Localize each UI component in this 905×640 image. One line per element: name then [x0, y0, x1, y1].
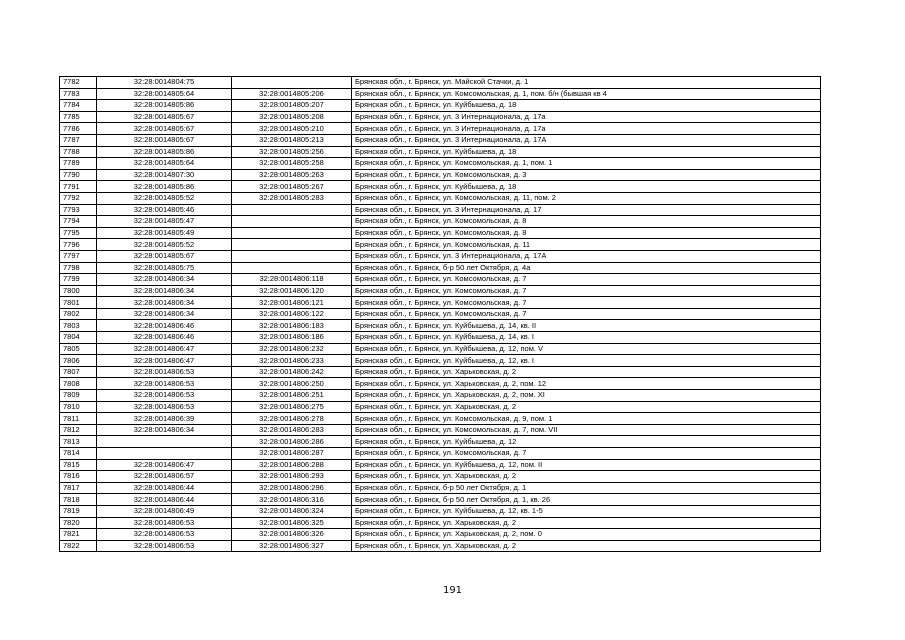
address-cell: Брянская обл., г. Брянск, ул. Харьковская, д. 2: [352, 401, 821, 413]
address-cell: Брянская обл., г. Брянск, б-р 50 лет Октября, д. 1, кв. 26: [352, 494, 821, 506]
table-row: [60, 285, 821, 297]
parcel-cadastral-number-cell: 32:28:0014806:47: [97, 355, 232, 367]
building-cadastral-number-cell: 32:28:0014806:120: [232, 285, 352, 297]
table-row: [60, 332, 821, 344]
address-cell: Брянская обл., г. Брянск, ул. Комсомольская, д. 7: [352, 448, 821, 460]
parcel-cadastral-number-cell: 32:28:0014806:34: [97, 285, 232, 297]
row-number-cell: 7818: [60, 494, 97, 506]
address-cell: Брянская обл., г. Брянск, б-р 50 лет Октября, д. 4а: [352, 262, 821, 274]
building-cadastral-number-cell: 32:28:0014806:324: [232, 505, 352, 517]
building-cadastral-number-cell: 32:28:0014805:206: [232, 88, 352, 100]
parcel-cadastral-number-cell: 32:28:0014806:49: [97, 505, 232, 517]
row-number-cell: 7787: [60, 134, 97, 146]
row-number-cell: 7788: [60, 146, 97, 158]
row-number-cell: 7813: [60, 436, 97, 448]
address-cell: Брянская обл., г. Брянск, ул. Комсомольская, д. 11, пом. 2: [352, 192, 821, 204]
parcel-cadastral-number-cell: 32:28:0014806:34: [97, 308, 232, 320]
row-number-cell: 7820: [60, 517, 97, 529]
parcel-cadastral-number-cell: 32:28:0014806:57: [97, 471, 232, 483]
row-number-cell: 7809: [60, 390, 97, 402]
address-cell: Брянская обл., г. Брянск, ул. Комсомольская, д. 7: [352, 274, 821, 286]
parcel-cadastral-number-cell: 32:28:0014806:47: [97, 459, 232, 471]
table-row: [60, 250, 821, 262]
address-cell: Брянская обл., г. Брянск, ул. 3 Интернационала, д. 17А: [352, 134, 821, 146]
table-row: [60, 471, 821, 483]
address-cell: Брянская обл., г. Брянск, ул. Комсомольская, д. 7: [352, 297, 821, 309]
parcel-cadastral-number-cell: 32:28:0014805:47: [97, 216, 232, 228]
table-row: [60, 88, 821, 100]
row-number-cell: 7817: [60, 482, 97, 494]
address-cell: Брянская обл., г. Брянск, ул. Комсомольская, д. 11: [352, 239, 821, 251]
row-number-cell: 7789: [60, 158, 97, 170]
row-number-cell: 7802: [60, 308, 97, 320]
parcel-cadastral-number-cell: 32:28:0014806:53: [97, 366, 232, 378]
row-number-cell: 7814: [60, 448, 97, 460]
parcel-cadastral-number-cell: 32:28:0014806:34: [97, 274, 232, 286]
address-cell: Брянская обл., г. Брянск, ул. Комсомольская, д. 7, пом. VII: [352, 424, 821, 436]
parcel-cadastral-number-cell: 32:28:0014806:34: [97, 297, 232, 309]
row-number-cell: 7815: [60, 459, 97, 471]
table-row: [60, 239, 821, 251]
table-row: [60, 181, 821, 193]
parcel-cadastral-number-cell: 32:28:0014806:44: [97, 482, 232, 494]
row-number-cell: 7783: [60, 88, 97, 100]
building-cadastral-number-cell: 32:28:0014806:283: [232, 424, 352, 436]
page-number: 191: [442, 585, 463, 596]
table-row: [60, 482, 821, 494]
row-number-cell: 7800: [60, 285, 97, 297]
parcel-cadastral-number-cell: 32:28:0014806:53: [97, 517, 232, 529]
address-cell: Брянская обл., г. Брянск, ул. Комсомольская, д. 1, пом. 1: [352, 158, 821, 170]
parcel-cadastral-number-cell: 32:28:0014805:64: [97, 88, 232, 100]
building-cadastral-number-cell: 32:28:0014806:293: [232, 471, 352, 483]
table-row: [60, 505, 821, 517]
parcel-cadastral-number-cell: 32:28:0014806:46: [97, 320, 232, 332]
parcel-cadastral-number-cell: 32:28:0014806:53: [97, 540, 232, 552]
building-cadastral-number-cell: 32:28:0014806:233: [232, 355, 352, 367]
address-cell: Брянская обл., г. Брянск, ул. 3 Интернационала, д. 17А: [352, 250, 821, 262]
building-cadastral-number-cell: 32:28:0014805:283: [232, 192, 352, 204]
building-cadastral-number-cell: 32:28:0014806:296: [232, 482, 352, 494]
parcel-cadastral-number-cell: 32:28:0014806:53: [97, 378, 232, 390]
address-cell: Брянская обл., г. Брянск, ул. 3 Интернационала, д. 17: [352, 204, 821, 216]
building-cadastral-number-cell: 32:28:0014806:316: [232, 494, 352, 506]
parcel-cadastral-number-cell: 32:28:0014805:49: [97, 227, 232, 239]
building-cadastral-number-cell: 32:28:0014806:183: [232, 320, 352, 332]
address-cell: Брянская обл., г. Брянск, ул. Харьковская, д. 2, пом. 0: [352, 529, 821, 541]
building-cadastral-number-cell: 32:28:0014806:287: [232, 448, 352, 460]
address-cell: Брянская обл., г. Брянск, ул. Куйбышева, д. 12: [352, 436, 821, 448]
row-number-cell: 7805: [60, 343, 97, 355]
table-row: [60, 262, 821, 274]
parcel-cadastral-number-cell: 32:28:0014805:86: [97, 100, 232, 112]
row-number-cell: 7821: [60, 529, 97, 541]
building-cadastral-number-cell: 32:28:0014805:258: [232, 158, 352, 170]
table-row: [60, 448, 821, 460]
building-cadastral-number-cell: 32:28:0014805:213: [232, 134, 352, 146]
parcel-cadastral-number-cell: 32:28:0014806:53: [97, 401, 232, 413]
parcel-cadastral-number-cell: 32:28:0014806:34: [97, 424, 232, 436]
table-row: [60, 274, 821, 286]
table-row: [60, 517, 821, 529]
table-row: [60, 111, 821, 123]
building-cadastral-number-cell: [232, 77, 352, 89]
row-number-cell: 7822: [60, 540, 97, 552]
address-cell: Брянская обл., г. Брянск, ул. Куйбышева, д. 14, кв. II: [352, 320, 821, 332]
address-cell: Брянская обл., г. Брянск, ул. Комсомольская, д. 7: [352, 308, 821, 320]
address-cell: Брянская обл., г. Брянск, ул. Комсомольская, д. 7: [352, 285, 821, 297]
row-number-cell: 7796: [60, 239, 97, 251]
building-cadastral-number-cell: 32:28:0014806:121: [232, 297, 352, 309]
row-number-cell: 7795: [60, 227, 97, 239]
building-cadastral-number-cell: 32:28:0014806:278: [232, 413, 352, 425]
building-cadastral-number-cell: [232, 239, 352, 251]
row-number-cell: 7797: [60, 250, 97, 262]
address-cell: Брянская обл., г. Брянск, ул. Майской Стачки, д. 1: [352, 77, 821, 89]
row-number-cell: 7801: [60, 297, 97, 309]
row-number-cell: 7808: [60, 378, 97, 390]
table-row: [60, 378, 821, 390]
parcel-cadastral-number-cell: 32:28:0014806:44: [97, 494, 232, 506]
building-cadastral-number-cell: 32:28:0014806:186: [232, 332, 352, 344]
row-number-cell: 7784: [60, 100, 97, 112]
building-cadastral-number-cell: 32:28:0014806:326: [232, 529, 352, 541]
row-number-cell: 7807: [60, 366, 97, 378]
row-number-cell: 7798: [60, 262, 97, 274]
row-number-cell: 7811: [60, 413, 97, 425]
row-number-cell: 7793: [60, 204, 97, 216]
parcel-cadastral-number-cell: 32:28:0014806:53: [97, 390, 232, 402]
building-cadastral-number-cell: [232, 227, 352, 239]
address-cell: Брянская обл., г. Брянск, ул. Комсомольская, д. 8: [352, 216, 821, 228]
building-cadastral-number-cell: 32:28:0014806:327: [232, 540, 352, 552]
building-cadastral-number-cell: 32:28:0014805:267: [232, 181, 352, 193]
table-row: [60, 436, 821, 448]
parcel-cadastral-number-cell: 32:28:0014805:67: [97, 123, 232, 135]
parcel-cadastral-number-cell: 32:28:0014806:39: [97, 413, 232, 425]
address-cell: Брянская обл., г. Брянск, ул. Комсомольская, д. 9, пом. 1: [352, 413, 821, 425]
address-cell: Брянская обл., г. Брянск, ул. Харьковская, д. 2: [352, 471, 821, 483]
table-row: [60, 401, 821, 413]
building-cadastral-number-cell: 32:28:0014806:232: [232, 343, 352, 355]
building-cadastral-number-cell: 32:28:0014805:263: [232, 169, 352, 181]
table-row: [60, 216, 821, 228]
table-row: [60, 366, 821, 378]
table-row: [60, 146, 821, 158]
row-number-cell: 7799: [60, 274, 97, 286]
row-number-cell: 7804: [60, 332, 97, 344]
address-cell: Брянская обл., г. Брянск, ул. 3 Интернационала, д. 17а: [352, 111, 821, 123]
table-row: [60, 100, 821, 112]
building-cadastral-number-cell: 32:28:0014806:288: [232, 459, 352, 471]
table-row: [60, 413, 821, 425]
row-number-cell: 7782: [60, 77, 97, 89]
parcel-cadastral-number-cell: 32:28:0014805:67: [97, 134, 232, 146]
table-row: [60, 204, 821, 216]
address-cell: Брянская обл., г. Брянск, ул. Куйбышева, д. 18: [352, 100, 821, 112]
parcel-cadastral-number-cell: 32:28:0014806:53: [97, 529, 232, 541]
address-cell: Брянская обл., г. Брянск, б-р 50 лет Октября, д. 1: [352, 482, 821, 494]
address-cell: Брянская обл., г. Брянск, ул. Харьковская, д. 2: [352, 540, 821, 552]
table-row: [60, 158, 821, 170]
registry-table-body: [60, 77, 821, 552]
address-cell: Брянская обл., г. Брянск, ул. Куйбышева, д. 12, кв. I: [352, 355, 821, 367]
table-row: [60, 134, 821, 146]
address-cell: Брянская обл., г. Брянск, ул. Харьковская, д. 2: [352, 366, 821, 378]
table-row: [60, 192, 821, 204]
row-number-cell: 7791: [60, 181, 97, 193]
parcel-cadastral-number-cell: 32:28:0014805:52: [97, 239, 232, 251]
building-cadastral-number-cell: 32:28:0014806:122: [232, 308, 352, 320]
building-cadastral-number-cell: 32:28:0014806:242: [232, 366, 352, 378]
building-cadastral-number-cell: [232, 262, 352, 274]
parcel-cadastral-number-cell: 32:28:0014806:47: [97, 343, 232, 355]
table-row: [60, 529, 821, 541]
parcel-cadastral-number-cell: 32:28:0014804:75: [97, 77, 232, 89]
table-row: [60, 540, 821, 552]
table-row: [60, 123, 821, 135]
table-row: [60, 494, 821, 506]
address-cell: Брянская обл., г. Брянск, ул. 3 Интернационала, д. 17а: [352, 123, 821, 135]
building-cadastral-number-cell: 32:28:0014806:250: [232, 378, 352, 390]
property-registry-table: [59, 76, 821, 552]
address-cell: Брянская обл., г. Брянск, ул. Комсомольская, д. 8: [352, 227, 821, 239]
building-cadastral-number-cell: 32:28:0014806:325: [232, 517, 352, 529]
table-row: [60, 355, 821, 367]
building-cadastral-number-cell: [232, 204, 352, 216]
row-number-cell: 7803: [60, 320, 97, 332]
table-row: [60, 343, 821, 355]
row-number-cell: 7819: [60, 505, 97, 517]
row-number-cell: 7785: [60, 111, 97, 123]
parcel-cadastral-number-cell: [97, 448, 232, 460]
table-row: [60, 169, 821, 181]
parcel-cadastral-number-cell: 32:28:0014805:86: [97, 146, 232, 158]
table-row: [60, 227, 821, 239]
row-number-cell: 7790: [60, 169, 97, 181]
parcel-cadastral-number-cell: 32:28:0014805:46: [97, 204, 232, 216]
row-number-cell: 7792: [60, 192, 97, 204]
address-cell: Брянская обл., г. Брянск, ул. Харьковская, д. 2, пом. 12: [352, 378, 821, 390]
address-cell: Брянская обл., г. Брянск, ул. Куйбышева, д. 12, пом. V: [352, 343, 821, 355]
building-cadastral-number-cell: [232, 250, 352, 262]
building-cadastral-number-cell: 32:28:0014806:275: [232, 401, 352, 413]
building-cadastral-number-cell: 32:28:0014806:251: [232, 390, 352, 402]
table-row: [60, 320, 821, 332]
row-number-cell: 7810: [60, 401, 97, 413]
table-row: [60, 77, 821, 89]
parcel-cadastral-number-cell: 32:28:0014805:64: [97, 158, 232, 170]
parcel-cadastral-number-cell: 32:28:0014805:52: [97, 192, 232, 204]
row-number-cell: 7816: [60, 471, 97, 483]
row-number-cell: 7786: [60, 123, 97, 135]
address-cell: Брянская обл., г. Брянск, ул. Куйбышева, д. 14, кв. I: [352, 332, 821, 344]
parcel-cadastral-number-cell: [97, 436, 232, 448]
address-cell: Брянская обл., г. Брянск, ул. Куйбышева, д. 18: [352, 146, 821, 158]
parcel-cadastral-number-cell: 32:28:0014805:86: [97, 181, 232, 193]
address-cell: Брянская обл., г. Брянск, ул. Куйбышева, д. 12, пом. II: [352, 459, 821, 471]
address-cell: Брянская обл., г. Брянск, ул. Комсомольская, д. 3: [352, 169, 821, 181]
parcel-cadastral-number-cell: 32:28:0014807:30: [97, 169, 232, 181]
parcel-cadastral-number-cell: 32:28:0014805:75: [97, 262, 232, 274]
address-cell: Брянская обл., г. Брянск, ул. Куйбышева, д. 12, кв. 1-5: [352, 505, 821, 517]
parcel-cadastral-number-cell: 32:28:0014805:67: [97, 250, 232, 262]
table-row: [60, 424, 821, 436]
building-cadastral-number-cell: 32:28:0014805:208: [232, 111, 352, 123]
building-cadastral-number-cell: [232, 216, 352, 228]
table-row: [60, 308, 821, 320]
building-cadastral-number-cell: 32:28:0014806:286: [232, 436, 352, 448]
building-cadastral-number-cell: 32:28:0014806:118: [232, 274, 352, 286]
address-cell: Брянская обл., г. Брянск, ул. Куйбышева, д. 18: [352, 181, 821, 193]
parcel-cadastral-number-cell: 32:28:0014805:67: [97, 111, 232, 123]
row-number-cell: 7812: [60, 424, 97, 436]
building-cadastral-number-cell: 32:28:0014805:207: [232, 100, 352, 112]
table-row: [60, 297, 821, 309]
row-number-cell: 7794: [60, 216, 97, 228]
row-number-cell: 7806: [60, 355, 97, 367]
address-cell: Брянская обл., г. Брянск, ул. Харьковская, д. 2, пом. XI: [352, 390, 821, 402]
parcel-cadastral-number-cell: 32:28:0014806:46: [97, 332, 232, 344]
building-cadastral-number-cell: 32:28:0014805:210: [232, 123, 352, 135]
address-cell: Брянская обл., г. Брянск, ул. Харьковская, д. 2: [352, 517, 821, 529]
address-cell: Брянская обл., г. Брянск, ул. Комсомольская, д. 1, пом. б/н (бывшая кв 4: [352, 88, 821, 100]
building-cadastral-number-cell: 32:28:0014805:256: [232, 146, 352, 158]
table-row: [60, 459, 821, 471]
table-row: [60, 390, 821, 402]
